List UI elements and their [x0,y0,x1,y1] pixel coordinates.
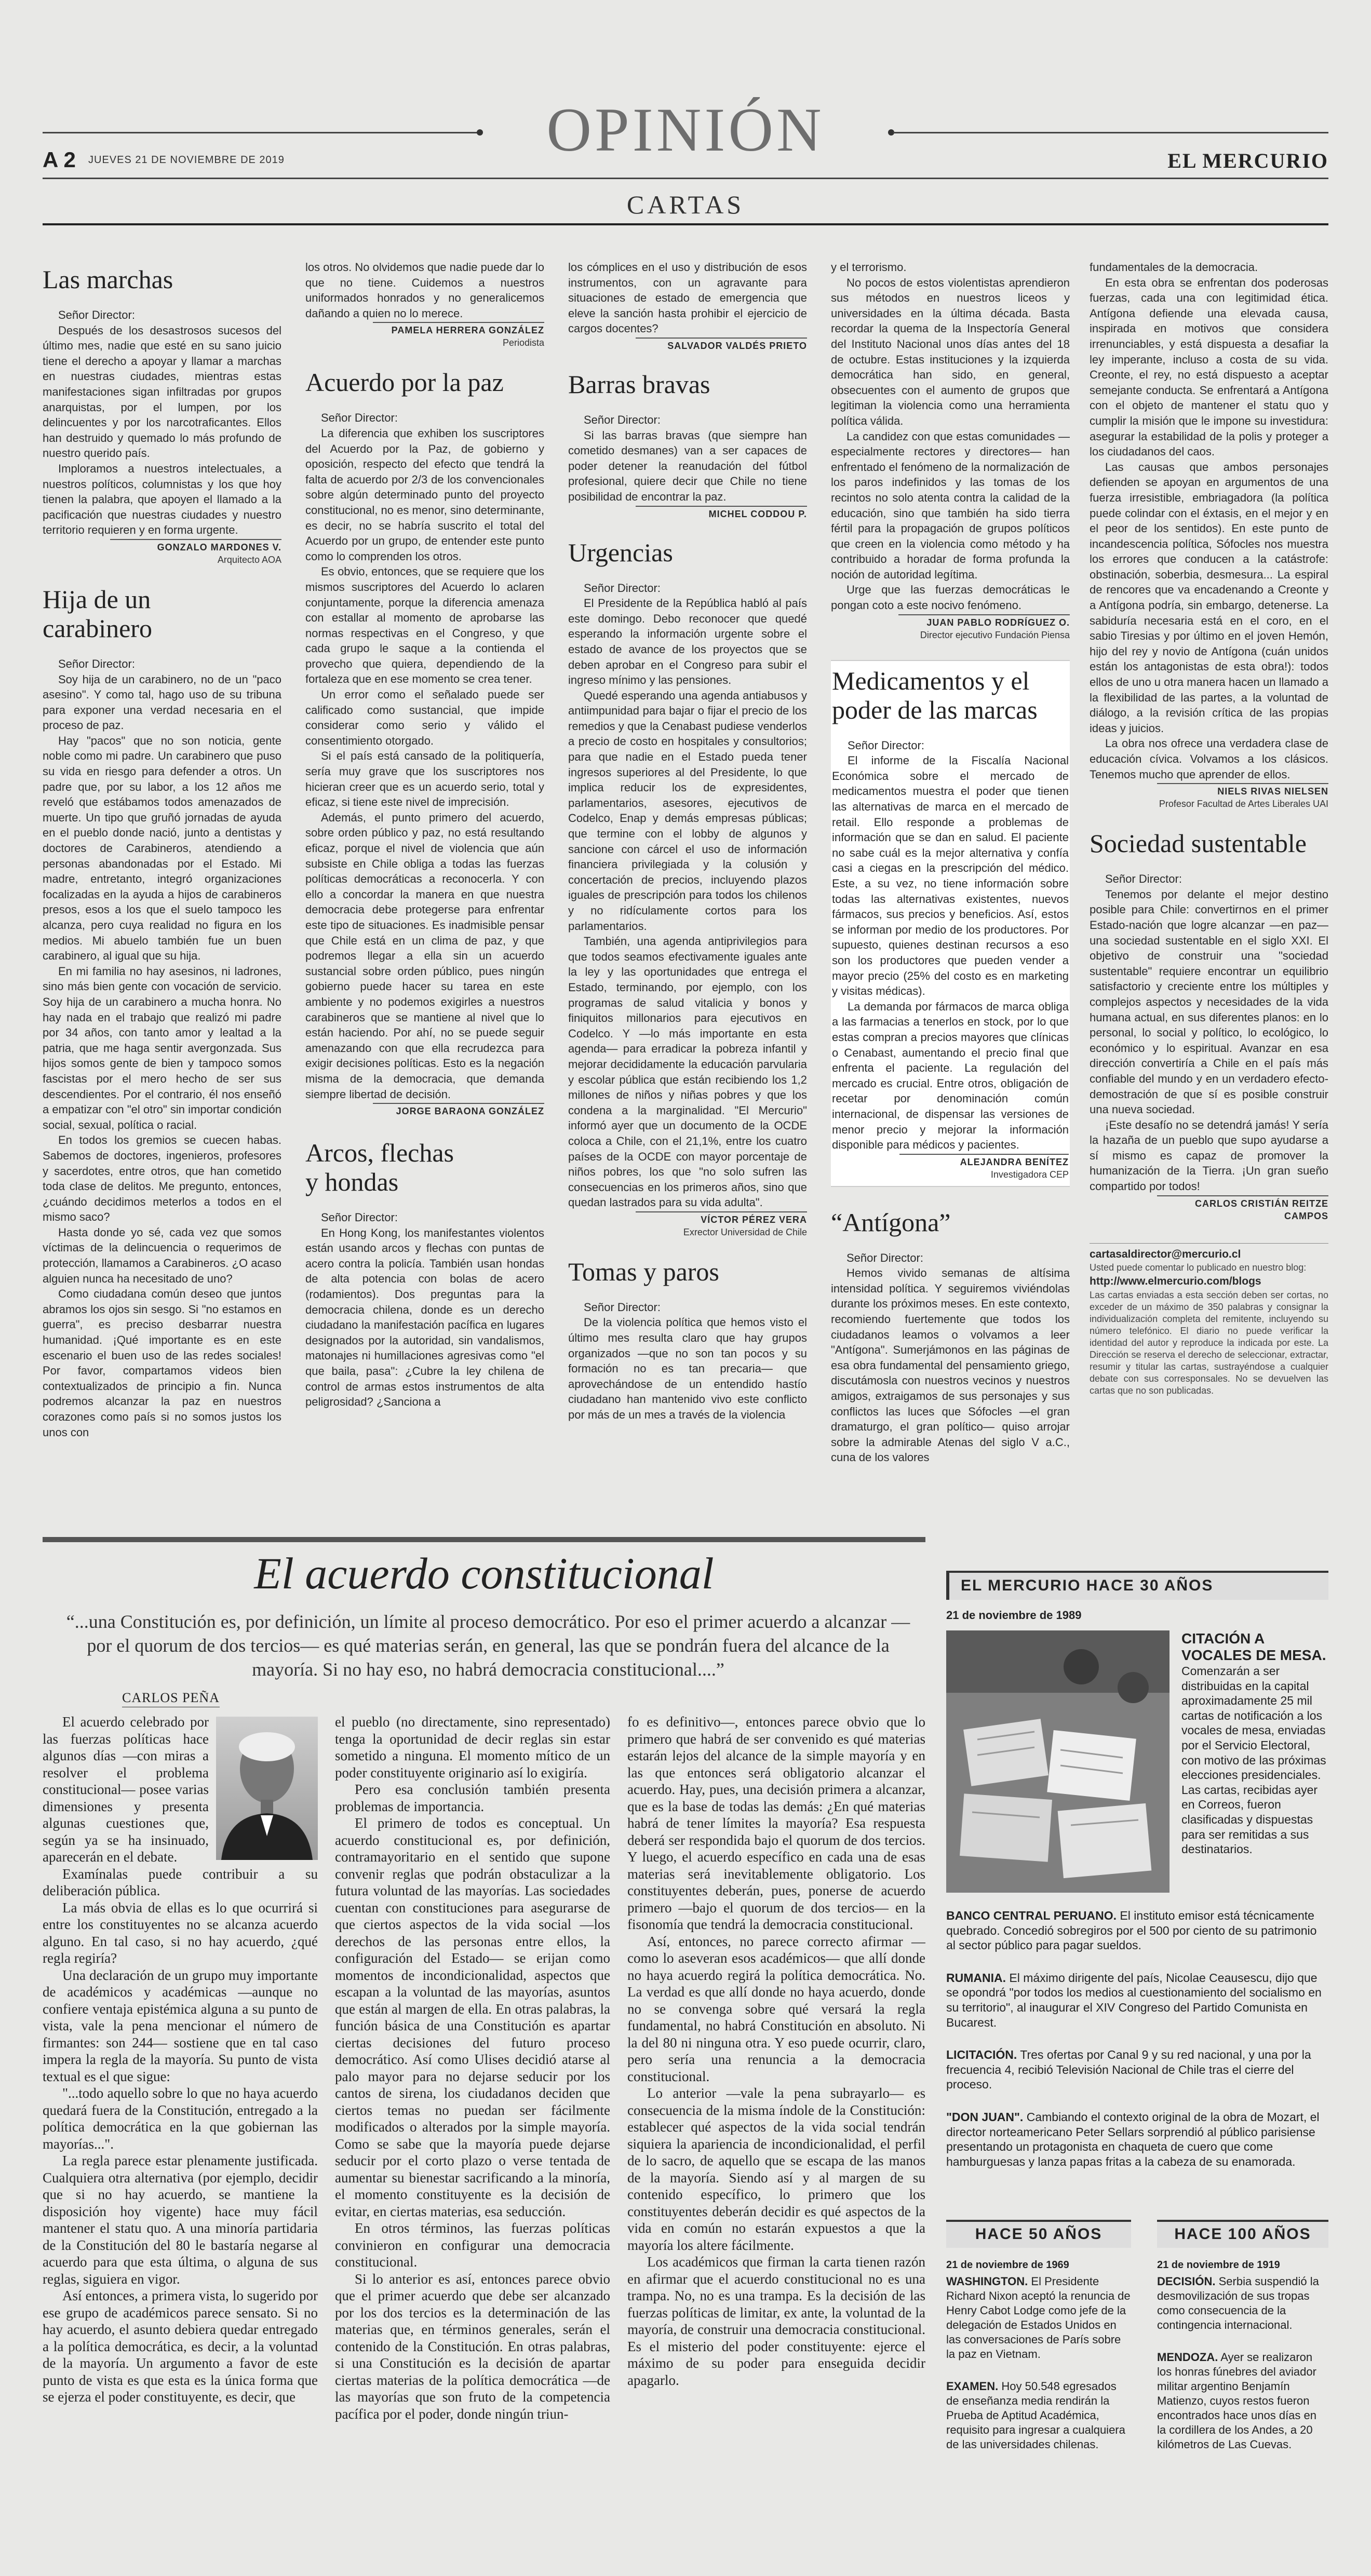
news-item-text: El máximo dirigente del país, Nicolae Ceausescu, dijo que se opondrá "por todos los medios al cuestionamiento del socialismo en su territorio", al inaugurar el XIV Congreso del Partido Comunista en Bucarest. [946,1971,1322,2029]
news-item-text: Hoy 50.548 egresados de enseñanza media rendirán la Prueba de Aptitud Académica, requisito para ingresar a cualquiera de las universidades chilenas. [946,2380,1125,2451]
letter-paragraph: La diferencia que exhiben los suscriptores del Acuerdo por la Paz, de gobierno y oposición, respecto del efecto que tendrá la falta de acuerdo por 2/3 de los convencionales sobre algún determinado punto del proyecto constitucional, no es menor, sino determinante, es decir, no se habría suscrito el total del Acuerdo por un grupo, de entender este punto como lo comprenden los otros. [305,426,544,563]
letter-salutation: Señor Director: [321,1211,398,1224]
letter-title: Urgencias [568,537,673,567]
letter-salutation: Señor Director: [58,657,135,670]
letter-paragraph: Las causas que ambos personajes defienden se apoyan en argumentos de una fuerza irresistible, embriagadora (la política puede colindar con el éxtasis, en el mejor y en el peor de los sentidos). En este punto de incandescencia política, Sófocles nos muestra los errores que conducen a la catástrofe: obstinación, soberbia, desmesura... La espiral de rencores que va encadenando a Creonte y a Antígona podría, sin embargo, detenerse. La sabiduría necesaria está en el coro, en el sabio Tiresias y por último en el joven Hemón, hijo del rey y novio de Antígona (cuán unidos están los antagonistas de esta obra!): todos ellos de uno u otra manera hacen un llamado a la flexibilidad de las partes, a la voluntad de diálogo, a la revisión crítica de las propias ideas y juicios. [1090,460,1328,735]
hace30-photo-caption [1181,1630,1328,1900]
letter-salutation: Señor Director: [584,413,661,426]
letter-paragraph: Si las barras bravas (que siempre han cometido desmanes) van a ser capaces de poder detener la reanudación del fútbol profesional, quiere decir que Chile no tiene posibilidad de encontrar la paz. [568,428,807,503]
news-item-lead: WASHINGTON. [946,2275,1028,2288]
highlighted-letter [831,660,1070,1187]
news-item-lead: RUMANIA. [946,1971,1006,1985]
letter-paragraph: El informe de la Fiscalía Nacional Económica sobre el mercado de medicamentos muestra el poder que tienen las alternativas de marca en el mercado de retail. Ello responde a problemas de información que se dan en salud. El paciente no sabe cuál es la mejor alternativa y confía casi a ciegas en la prescripción del médico. Este, a su vez, no tiene información sobre todas las alternativas existentes, nuevos fármacos, sus precios y beneficios. Así, estos se informan por medio de los productores. Por supuesto, quienes destinan recursos a eso son los productores que pueden vender a mayor precio (25% del costo es en marketing y visitas médicas). [832,754,1069,998]
news-item-text: Cambiando el contexto original de la obra de Mozart, el director norteamericano Peter Sellars sorprendió al público parisiense presentando un protagonista en chaqueta de cuero que come hamburguesas y lanza papas fritas a la cabeza de su enamorada. [946,2110,1320,2168]
letter-paragraph: los cómplices en el uso y distribución de esos instrumentos, con un agravante para situaciones de estado de emergencia que eleve la sanción hasta prohibir el ejercicio de cargos docentes? [568,261,807,335]
letter-paragraph: y el terrorismo. [831,261,907,274]
editorial-paragraph: La regla parece estar plenamente justificada. Cualquiera otra alternativa (por ejemplo, decidir que si no hay acuerdo, se mantiene la disposición hoy vigente) hace muy fácil mantener el statu quo. A una minoría partidaria de la Constitución del 80 le bastaría negarse al acuerdo para que esta última, o alguna de sus reglas, siguiera en vigor. [43,2153,318,2287]
letter-paragraph: En esta obra se enfrentan dos poderosas fuerzas, cada una con legitimidad ética. Antígona defiende una elevada causa, inspirada en motivos que considera irrenunciables, y está dispuesta a desafiar la ley imperante, incluso a costa de su vida. Creonte, el rey, no está dispuesto a aceptar semejante conducta. Se enfrentará a Antígona con el objeto de mantener el statu quo y cumplir la misión que le impone su investidura: asegurar la estabilidad de la polis y proteger a los ciudadanos del caos. [1090,276,1328,458]
mail-sorting-photo-icon [946,1630,1170,1893]
letter-paragraph: El Presidente de la República habló al país este domingo. Debo reconocer que quedé esperando la información urgente sobre el estado de avance de los proyectos que se deben aprobar en el Congreso para subir el ingreso mínimo y las pensiones. [568,597,807,687]
letter-paragraph: Quedé esperando una agenda antiabusos y antiimpunidad para bajar o fijar el precio de los remedios y que la Cenabast pudiese venderlos a precio de costo en hospitales y consultorios; para que nadie en el Estado pueda tener ingresos superiores al del Presidente, lo que implica reducir los de expresidentes, parlamentarios, asesores, ejecutivos de Codelco, Enap y demás empresas públicas; que termine con el lobby de algunos y sancione con cárcel el uso de información financiera privilegiada y la colusión y concertación de precios, incluyendo plazos iguales de prescripción para todos los chilenos y no ridículamente cortos para los parlamentarios. [568,689,807,933]
header-rule-right [893,132,1328,133]
letter-paragraph: En Hong Kong, los manifestantes violentos están usando arcos y flechas con puntas de acero contra la policía. También usan hondas de alta potencia con bolas de acero (rodamientos). Dos preguntas para la democracia chilena, donde es un derecho ciudadano la manifestación pacífica en lugares designados por la autoridad, sin vandalismos, matonajes ni humillaciones agresivas como "el que baila, pasa": ¿Cubre la ley chilena de control de armas estos instrumentos de alta peligrosidad? ¿Sanciona a [305,1226,544,1409]
news-item-lead: EXAMEN. [946,2380,999,2393]
header-rule-mid [43,178,1328,179]
editorial-title: El acuerdo constitucional [254,1548,714,1598]
letter-paragraph: Si el país está cansado de la politiquería, sería muy grave que los suscriptores nos hicieran creer que es un acuerdo serio, total y eficaz, si tiene este nivel de imprecisión. [305,749,544,809]
editorial-paragraph: Si lo anterior es así, entonces parece obvio que el primer acuerdo que debe ser alcanzado por los dos tercios es la determinación de las materias que, en términos generales, serán el contenido de la Constitución. En otras palabras, si una Constitución es la decisión de apartar ciertas materias de la política democrática —de las mayorías que son fruto de la competencia pacífica por el poder, donde ningún triun- [335,2271,610,2422]
editorial-column-3 [627,1714,925,2544]
letter-author: MICHEL CODDOU P. [636,506,807,520]
news-item-text: Serbia suspendió la desmovilización de sus tropas como consecuencia de la contingencia internacional. [1157,2275,1319,2331]
letter-title: Sociedad sustentable [1090,829,1307,858]
contact-box [1090,1243,1328,1397]
letter-paragraph: los otros. No olvidemos que nadie puede dar lo que no tiene. Cuidemos a nuestros uniformados honrados y no generalicemos dañando a quien no lo merece. [305,261,544,320]
letter-paragraph: La candidez con que estas comunidades —especialmente rectores y directores— han enfrentado el fenómeno de la normalización de los paros indefinidos y las tomas de los recintos no solo atenta contra la calidad de la educación, sino que también ha sido tierra fértil para la propagación de grupos políticos que creen en la violencia como método y ha contribuido a horadar de forma profunda la noción de autoridad legítima. [831,429,1070,581]
letter-paragraph: Después de los desastrosos sucesos del último mes, nadie que esté en su sano juicio tiene el derecho a apoyar y llamar a marchas en nuestras ciudades, mientras estas manifestaciones sigan infiltradas por grupos anarquistas, por el lumpen, por los delincuentes y por los narcotraficantes. Ellos han destruido y quemado lo más profundo de nuestro querido país. [43,323,281,460]
letter-title: Acuerdo por la paz [305,368,504,397]
news-item-text: El instituto emisor está técnicamente quebrado. Concedió sobregiros por el 500 por ciento de su patrimonio al sector público para pagar sueldos. [946,1909,1317,1952]
letters-column-3 [568,260,807,1527]
letter-salutation: Señor Director: [848,738,924,752]
letter-salutation: Señor Director: [1105,872,1182,886]
hace50-items [946,2258,1131,2559]
editorial-paragraph: La más obvia de ellas es lo que ocurrirá si entre los constituyentes no se alcanza acuerdo alguno. En tal caso, si no hay acuerdo, ¿qué regla regiría? [43,1899,318,1966]
hace50-header-label: HACE 50 AÑOS [975,2226,1103,2243]
hace30-items [946,1908,1328,2209]
letter-author: NIELS RIVAS NIELSEN [1157,783,1328,798]
editorial-paragraph: Examínalas puede contribuir a su deliberación pública. [43,1866,318,1898]
letter-author: JUAN PABLO RODRÍGUEZ O. [898,614,1070,629]
editorial-paragraph: Así, entonces, no parece correcto afirmar —como lo aseveran esos académicos— que allí donde no haya acuerdo regirá la política democrática. No. La verdad es que allí donde no haya acuerdo, donde no se convenga sobre qué versará la regla fundamental, no habrá Constitución en absoluto. Ni la del 80 ni ninguna otra. Y eso puede ocurrir, claro, pero sería una renuncia a la democracia constitucional. [627,1933,925,2084]
letter-paragraph: Hasta donde yo sé, cada vez que somos víctimas de la delincuencia o requerimos de protección, llamamos a Carabineros. ¿O acaso alguien nunca ha necesitado de uno? [43,1225,281,1285]
editorial-paragraph: Los académicos que firman la carta tienen razón en afirmar que el acuerdo constitucional no es una trampa. No, no es una trampa. Es la decisión de las fuerzas políticas de limitar, ex ante, la voluntad de la mayoría, de construir una democracia constitucional. Es el misterio del poder constituyente: ejerce el máximo de su poder para enseguida decidir apagarlo. [627,2254,925,2388]
letter-role: Investigadora CEP [990,1169,1069,1180]
contact-note: Usted puede comentar lo publicado en nuestro blog: [1090,1262,1307,1273]
editorial-paragraph: El acuerdo celebrado por las fuerzas políticas hace algunos días —con miras a resolver el problema constitucional— posee varias dimensiones y presenta algunas cuestiones que, según ya se ha insinuado, aparecerán en el debate. [43,1714,209,1865]
photo-caption-title: CITACIÓN A VOCALES DE MESA. [1181,1630,1326,1663]
contact-blog-link[interactable]: http://www.elmercurio.com/blogs [1090,1275,1261,1288]
letter-role: Profesor Facultad de Artes Liberales UAI [1159,799,1328,810]
letters-column-1 [43,260,281,1527]
letter-title: Hija de un carabinero [43,584,152,643]
editorial-paragraph: Así entonces, a primera vista, lo sugerido por ese grupo de académicos parece sensato. Si no hay acuerdo, el asunto debiera quedar entregado a la política democrática, es decir, a la voluntad de la mayoría. Un argumento a favor de este punto de vista es que esta es la única forma que se ejerza el poder constituyente, es decir, que [43,2288,318,2405]
letter-paragraph: Como ciudadana común deseo que juntos abramos los ojos sin sesgo. Si "no estamos en guerra", es preciso desbarrar nuestra humanidad. ¡Qué importante es en este escenario el buen uso de las redes sociales! Por favor, compartamos videos bien contextualizados de principio a fin. Nunca podremos alcanzar la paz en nuestros corazones como país si no somos justos los unos con [43,1287,281,1439]
news-item [1157,2350,1328,2452]
news-item-lead: BANCO CENTRAL PERUANO. [946,1909,1117,1922]
news-item [946,1971,1328,2030]
news-item-text: Tres ofertas por Canal 9 y su red nacional, y una por la frecuencia 4, recibió Televisión Nacional de Chile tras el cierre del proceso. [946,2048,1311,2092]
hace100-items [1157,2258,1328,2559]
hace100-header [1157,2220,1328,2248]
letter-paragraph: Un error como el señalado puede ser calificado como sustancial, que impide considerar como serio y válido el consentimiento otorgado. [305,688,544,747]
letter-author: VÍCTOR PÉREZ VERA [636,1211,807,1226]
author-photo [216,1717,318,1860]
cartas-label: CARTAS [626,190,745,219]
letter-author: PAMELA HERRERA GONZÁLEZ [373,322,544,336]
letters-column-5 [1090,260,1328,1527]
news-item-text: Ayer se realizaron los honras fúnebres del aviador militar argentino Benjamín Matienzo, cuyos restos fueron encontrados hace unos días en la cordillera de los Andes, a 20 kilómetros de Las Cuevas. [1157,2351,1317,2451]
editorial-paragraph: fo es definitivo—, entonces parece obvio que lo primero que habrá de ser convenido es qué materias estarán lejos del alcance de la simple mayoría y en las que entonces será obligatorio alcanzar el acuerdo. Hay, pues, una decisión primera a alcanzar, que es la base de todas las demás: ¿En qué materias habrá de tener límites la mayoría? Esa respuesta deberá ser respondida bajo el quorum de dos tercios. Y luego, el acuerdo específico en cada una de esas materias será inevitablemente obligatorio. Los constituyentes deberán, pues, ponerse de acuerdo primero —bajo el quorum de dos tercios— en la fisonomía que tendrá la democracia constitucional. [627,1714,925,1932]
hace30-header-label: EL MERCURIO HACE 30 AÑOS [961,1577,1214,1594]
editorial-column-1 [43,1714,318,2544]
news-item [946,2274,1131,2362]
letter-role: Periodista [502,338,544,348]
letter-paragraph: La demanda por fármacos de marca obliga a las farmacias a tenerlos en stock, por lo que estas compran a precios mayores que clínicas o Cenabast, aumentando el precio final que enfrenta el paciente. La regulación del mercado es crucial. Entre otros, obligación de recetar por denominación común internacional, de dispensar las versiones de menor precio y mejorar la información disponible para médicos y pacientes. [832,1000,1069,1152]
letter-title: “Antígona” [831,1207,951,1237]
hace30-date: 21 de noviembre de 1989 [946,1609,1082,1622]
letter-paragraph: Urge que las fuerzas democráticas le pongan coto a este nocivo fenómeno. [831,583,1070,612]
letter-paragraph: ¡Este desafío no se detendrá jamás! Y sería la hazaña de un pueblo que supo ayudarse a sí mismo es capaz de promover la humanización de la Tierra. ¡Un gran sueño compartido por todos! [1090,1118,1328,1193]
masthead: EL MERCURIO [1167,149,1328,172]
letter-paragraph: fundamentales de la democracia. [1090,261,1258,274]
editorial-quote: “...una Constitución es, por definición, un límite al proceso democrático. Por eso el primer acuerdo a alcanzar —por el quorum de dos tercios— es qué materias serán, en general, las que se pondrán fuera del alcance de la mayoría. Si no hay eso, no habrá democracia constitucional....” [66,1611,910,1680]
lower-section-rule [43,1537,925,1542]
news-item [1157,2274,1328,2332]
letter-title: Las marchas [43,265,173,294]
news-item-lead: LICITACIÓN. [946,2048,1017,2062]
letter-author: GONZALO MARDONES V. [110,539,281,554]
hace30-header [946,1571,1328,1600]
letter-title: Barras bravas [568,369,710,399]
editorial-paragraph: Una declaración de un grupo muy importante de académicos y académicas —aunque no confiere ventaja epistémica alguna a su punto de vista, vale la pena mencionar el número de firmantes: son 244— sostiene que en tal caso impera la regla de la mayoría. Su punto de vista textual es el que sigue: [43,1967,318,2084]
letter-paragraph: También, una agenda antiprivilegios para que todos seamos efectivamente iguales ante la ley y las oportunidades que entrega el Estado, terminando, por ejemplo, con los programas de salud vitalicia y bonos y finiquitos millonarios para ejecutivos en Codelco. Y —lo más importante en esta agenda— para erradicar la pobreza infantil y mejorar decididamente la educación parvularia y escolar pública que están recibiendo los 1,2 millones de niños y niñas pobres y que los condena a la marginalidad. "El Mercurio" informó ayer que un documento de la OCDE coloca a Chile, con el 21,1%, entre los cuatro países de la OCDE con mayor porcentaje de niños pobres, los que "no solo sufren las consecuencias en los primeros años, sino que quedan lastrados para su vida adulta". [568,935,807,1209]
editorial-paragraph: "...todo aquello sobre lo que no haya acuerdo quedará fuera de la Constitución, entregado a la política democrática en la que gobiernan las mayorías...". [43,2085,318,2152]
letter-author: SALVADOR VALDÉS PRIETO [636,338,807,352]
news-item [946,2110,1328,2169]
hace100-date: 21 de noviembre de 1919 [1157,2259,1280,2271]
letter-paragraph: Tenemos por delante el mejor destino posible para Chile: convertirnos en el primer Estado-nación que logre alcanzar —en paz— una sociedad sustentable en el siglo XXI. El objetivo de construir una "sociedad sustentable" requiere encontrar un equilibrio satisfactorio y creciente entre los múltiples y complejos aspectos y necesidades de la vida humana actual, en sus diferentes planos: en lo personal, lo social y político, lo ecológico, lo económico y lo espiritual. Avanzar en esa dirección convertiría a Chile en el país más confiable del mundo y en un verdadero efecto-demostración de que sí es posible construir una nueva sociedad. [1090,887,1328,1116]
letter-paragraph: Hay "pacos" que no son noticia, gente noble como mi padre. Un carabinero que puso su vida en riesgo para defender a otros. Un padre que, por su labor, a los 12 años me reveló que estábamos todos amenazados de muerte. Un tipo que gruñó jornadas de ayuda en el pueblo donde nació, junto a dentistas y doctores de Carabineros, atendiendo a personas abandonadas por el Estado. Mi madre, entretanto, integró organizaciones focalizadas en la ayuda a hijos de carabineros presos, esos a los que el suelo tampoco les alcanza, pero cuya realidad no figura en los medios. Mi abuelo también fue un buen carabinero, al igual que su hija. [43,734,281,963]
news-item [946,2047,1328,2092]
editorial-paragraph: El primero de todos es conceptual. Un acuerdo constitucional es, por definición, contramayoritario en el sentido que supone convenir reglas que podrán obstaculizar a la futura voluntad de las mayorías. Las sociedades cuentan con constituciones para asegurarse de que ciertos aspectos de la vida social —los derechos de las personas entre ellos, la configuración del Estado— se erijan como momentos de incondicionalidad, aspectos que escapan a la voluntad de las mayorías, asuntos que están al margen de ella. En otras palabras, la función básica de una Constitución es apartar ciertas decisiones del futuro proceso democrático. Así como Ulises decidió atarse al palo mayor para no dejarse seducir por los cantos de sirena, los ciudadanos deciden que ciertos temas no puedan ser fácilmente modificados o alterados por la simple mayoría. Como se sabe que la mayoría puede dejarse seducir por el corto plazo o verse tentada de aumentar su bienestar sacrificando a la minoría, el momento constituyente es la decisión de evitar, en ciertas materias, esa seducción. [335,1815,610,2219]
author-portrait-icon [216,1717,318,1860]
page-number: A 2 [43,147,76,172]
letter-title: Tomas y paros [568,1257,719,1286]
page-date: JUEVES 21 DE NOVIEMBRE DE 2019 [88,154,285,166]
hace50-header [946,2220,1131,2248]
contact-policy: Las cartas enviadas a esta sección deben ser cortas, no exceder de un máximo de 350 palabras y consignar la individualización completa del remitente, incluyendo su número telefónico. El diario no puede verificar la identidad del autor y reproduce la indicada por este. La Dirección se reserva el derecho de seleccionar, extractar, resumir y titular las cartas, sustrayéndose a cualquier debate con sus corresponsales. No se devuelven las cartas que no son publicadas. [1090,1289,1328,1396]
letter-paragraph: No pocos de estos violentistas aprendieron sus métodos en nuestros liceos y universidades en la última década. Basta recordar la quema de la Inspectoría General del Instituto Nacional unos días antes del 18 de octubre. Estas instituciones y la izquierda democrática han sido, en general, obsecuentes con el aumento de grupos que legitiman la violencia como una herramienta política válida. [831,276,1070,427]
editorial-column-2 [335,1714,610,2544]
news-item [946,1908,1328,1953]
letter-title: Arcos, flechas y hondas [305,1138,454,1197]
hace100-header-label: HACE 100 AÑOS [1174,2226,1311,2243]
news-item-lead: "DON JUAN". [946,2110,1024,2124]
letter-title: Medicamentos y el poder de las marcas [832,666,1038,724]
editorial-paragraph: En otros términos, las fuerzas políticas convinieron en configurar una democracia constitucional. [335,2220,610,2270]
letters-column-2 [305,260,544,1527]
photo-caption-text: Comenzarán a ser distribuidas en la capital aproximadamente 25 mil cartas de notificación a los vocales de mesa, enviadas por el Servicio Electoral, con motivo de las próximas elecciones presidenciales. Las cartas, recibidas ayer en Correos, fueron clasificadas y dispuestas para ser remitidas a sus destinatarios. [1181,1664,1326,1856]
editorial-author: CARLOS PEÑA [122,1690,220,1707]
contact-email[interactable]: cartasaldirector@mercurio.cl [1090,1248,1241,1260]
news-item-lead: DECISIÓN. [1157,2275,1216,2288]
letter-paragraph: De la violencia política que hemos visto el último mes resulta claro que hay grupos organizados —que no son tan pocos y su formación no es tan precaria— que aprovechándose de un entendido hastío ciudadano han mantenido vivo este conflicto por más de un mes a través de la violencia [568,1316,807,1422]
section-title: OPINIÓN [546,95,825,164]
letter-paragraph: Además, el punto primero del acuerdo, sobre orden público y paz, no está resultando eficaz, porque el nivel de violencia que aún subsiste en Chile obliga a todas las fuerzas políticas democráticas a reconocerla. Y con ello a concordar la manera en que nuestra democracia debe protegerse para enfrentar este tipo de situaciones. Es inadmisible pensar que Chile está en un clima de paz, y que podremos llegar a ella sin un acuerdo sustancial sobre orden público, pues ningún gobierno puede hacer su tarea en este ambiente y no podemos exigirles a nuestros carabineros que se mantiene al nivel que lo están haciendo. Por ahí, no se puede seguir amenazando con que ella recrudezca para exigir decisiones políticas. Esto es la negación misma de la democracia, que demanda siempre libertad de decisión. [305,811,544,1101]
letter-role: Exrector Universidad de Chile [683,1226,807,1237]
hace30-photo [946,1630,1170,1893]
letter-author: ALEJANDRA BENÍTEZ [899,1154,1069,1168]
letter-paragraph: En todos los gremios se cuecen habas. Sabemos de doctores, ingenieros, profesores y sacerdotes, entre otros, que han cometido toda clase de delitos. Me pregunto, entonces, ¿cuándo decidimos meterlos a todos en el mismo saco? [43,1134,281,1224]
letter-salutation: Señor Director: [584,1300,661,1314]
letter-role: Arquitecto AOA [217,554,281,565]
editorial-paragraph: Lo anterior —vale la pena subrayarlo— es consecuencia de la misma índole de la Constitución: establecer qué aspectos de la vida social tendrán siquiera la apariencia de incondicionalidad, el perfil de lo sacro, de aquello que se escapa de las manos de la mayoría. Siendo así y al margen de su contenido específico, lo primero que los constituyentes deberán decidir es qué aspectos de la vida en común no estarán expuestos a que la mayoría los altere fácilmente. [627,2085,925,2253]
letter-role: Director ejecutivo Fundación Piensa [920,629,1070,640]
editorial-paragraph: Pero esa conclusión también presenta problemas de importancia. [335,1782,610,1814]
header-rule-bottom [43,223,1328,225]
letter-salutation: Señor Director: [321,411,398,425]
news-item-text: El Presidente Richard Nixon aceptó la renuncia de Henry Cabot Lodge como jefe de la delegación de Estados Unidos en las conversaciones de París sobre la paz en Vietnam. [946,2275,1131,2361]
letter-paragraph: Es obvio, entonces, que se requiere que los mismos suscriptores del Acuerdo lo aclaren conjuntamente, porque la diferencia amenaza con estallar al momento de aprobarse las normas respectivas en el Congreso, y que cada grupo le saque a la contienda el provecho que quiera, dependiendo de la fortaleza que en ese momento se crea tener. [305,565,544,686]
letter-salutation: Señor Director: [846,1251,923,1264]
letters-column-4 [831,260,1070,1527]
letter-paragraph: Hemos vivido semanas de altísima intensidad política. Y seguiremos viviéndolas durante los próximos meses. En este contexto, recomiendo fuertemente que todos los ciudadanos leamos o volvamos a leer "Antígona". Sumerjámonos en las páginas de esa obra fundamental del pensamiento griego, discutámosla con nuestros vecinos y nuestros amigos, extraigamos de sus personajes y sus conflictos las luces que Sófocles —el gran dramaturgo, el gran político— quiso arrojar sobre la admirable Atenas del siglo V a.C., cuna de los valores [831,1266,1070,1464]
letter-author: CARLOS CRISTIÁN REITZE CAMPOS [1157,1195,1328,1222]
letter-salutation: Señor Director: [58,308,135,321]
letter-salutation: Señor Director: [584,581,661,595]
hace50-date: 21 de noviembre de 1969 [946,2259,1069,2271]
letter-paragraph: Imploramos a nuestros intelectuales, a nuestros políticos, columnistas y los que hoy tienen la palabra, que apoyen el llamado a la pacificación que nuestras ciudades y nuestro territorio requieren y en forma urgente. [43,462,281,537]
letter-author: JORGE BARAONA GONZÁLEZ [373,1103,544,1117]
letter-paragraph: En mi familia no hay asesinos, ni ladrones, sino más bien gente con vocación de servicio. Soy hija de un carabinero a mucha honra. No hay nada en el trabajo que realizó mi padre por 34 años, con tanto amor y lealtad a la patria, que me haga sentir avergonzada. Sus hijos somos gente de bien y tampoco somos fascistas por el mero hecho de ser sus descendientes. Por el contrario, él nos enseñó a empatizar con "el otro" sin importar condición social, sexual, política o racial. [43,964,281,1131]
letter-paragraph: Soy hija de un carabinero, no de un "paco asesino". Y como tal, hago uso de su tribuna para exponer una verdad necesaria en el proceso de paz. [43,672,281,732]
news-item-lead: MENDOZA. [1157,2351,1218,2364]
letter-paragraph: La obra nos ofrece una verdadera clase de educación cívica. Volvamos a los clásicos. Tenemos mucho que aprender de ellos. [1090,737,1328,781]
editorial-paragraph: el pueblo (no directamente, sino representado) tenga la oportunidad de decir reglas sin estar sometido a ninguna. El momento mítico de un poder constituyente originario así lo exigiría. [335,1714,610,1781]
news-item [946,2379,1131,2452]
